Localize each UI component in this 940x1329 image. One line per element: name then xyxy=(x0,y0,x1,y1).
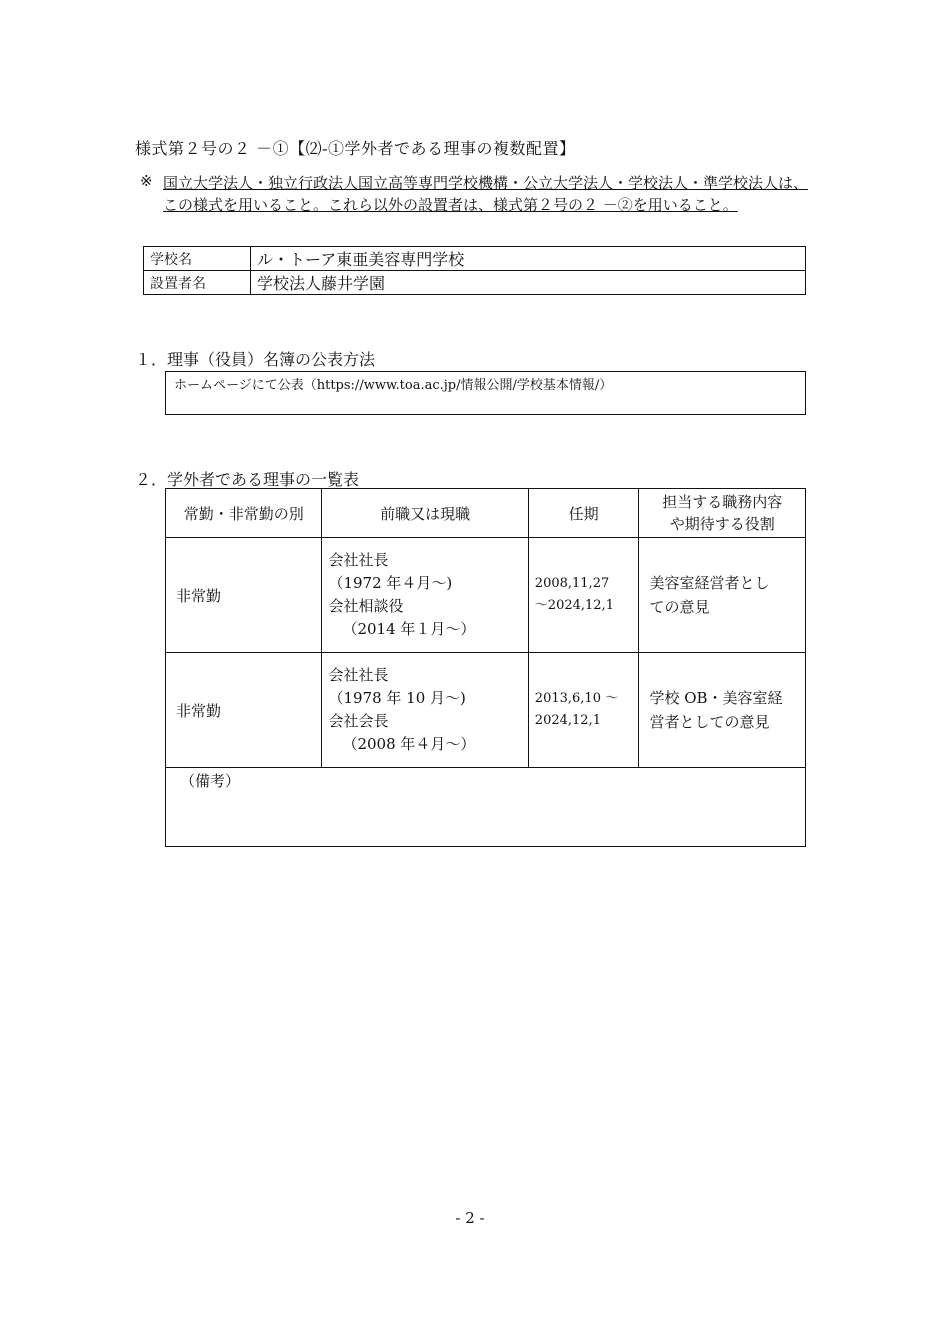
founder-name-label: 設置者名 xyxy=(144,271,251,295)
publication-method-box xyxy=(165,371,806,415)
form-title: 様式第２号の２ －①【⑵-①学外者である理事の複数配置】 xyxy=(135,139,576,158)
table-row xyxy=(166,538,806,653)
career-line: 会社会長 xyxy=(328,712,389,730)
publication-method-text: ホームページにて公表（https://www.toa.ac.jp/情報公開/学校基本情報/） xyxy=(174,378,613,393)
career-cell xyxy=(322,538,528,653)
career-line: （2014 年１月～） xyxy=(342,620,476,638)
role-line: ての意見 xyxy=(649,598,710,616)
remarks-cell: （備考） xyxy=(166,768,806,847)
section1-heading: １．理事（役員）名簿の公表方法 xyxy=(135,350,376,369)
role-line: 学校 OB・美容室経 xyxy=(649,689,783,707)
section2-heading: ２．学外者である理事の一覧表 xyxy=(135,470,360,489)
table-row xyxy=(166,653,806,768)
term-cell xyxy=(528,538,639,653)
table-header-row xyxy=(166,489,806,538)
header-term: 任期 xyxy=(528,489,639,538)
note-mark: ※ xyxy=(140,172,153,190)
role-line: 美容室経営者とし xyxy=(649,574,770,592)
note-text: 国立大学法人・独立行政法人国立高等専門学校機構・公立大学法人・学校法人・準学校法人は、この様式を用いること。これら以外の設置者は、様式第２号の２ －②を用いること。 xyxy=(163,174,809,214)
role-line: 営者としての意見 xyxy=(649,713,770,731)
term-start: 2013,6,10 ～ xyxy=(534,691,619,706)
header-role-line1: 担当する職務内容 xyxy=(662,493,783,511)
career-cell xyxy=(322,653,528,768)
role-cell xyxy=(639,653,806,768)
career-line: （2008 年４月～） xyxy=(342,735,476,753)
external-directors-table xyxy=(165,488,806,847)
career-line: （1978 年 10 月～) xyxy=(328,689,466,707)
career-line: 会社相談役 xyxy=(328,597,404,615)
career-line: （1972 年４月～) xyxy=(328,574,453,592)
status-cell: 非常勤 xyxy=(166,538,322,653)
career-line: 会社社長 xyxy=(328,666,389,684)
founder-name-value: 学校法人藤井学園 xyxy=(251,271,806,295)
term-cell xyxy=(528,653,639,768)
school-name-value: ル・トーア東亜美容専門学校 xyxy=(251,247,806,271)
school-info-table xyxy=(143,246,806,295)
school-name-label: 学校名 xyxy=(144,247,251,271)
term-start: 2008,11,27 xyxy=(534,576,610,591)
status-cell: 非常勤 xyxy=(166,653,322,768)
term-end: 2024,12,1 xyxy=(534,713,601,728)
header-role-line2: や期待する役割 xyxy=(669,515,775,533)
career-line: 会社社長 xyxy=(328,551,389,569)
header-status: 常勤・非常勤の別 xyxy=(166,489,322,538)
remarks-row xyxy=(166,768,806,847)
term-end: ～2024,12,1 xyxy=(534,598,614,613)
header-career: 前職又は現職 xyxy=(322,489,528,538)
header-role xyxy=(639,489,806,538)
role-cell xyxy=(639,538,806,653)
page-number: - 2 - xyxy=(455,1209,485,1227)
